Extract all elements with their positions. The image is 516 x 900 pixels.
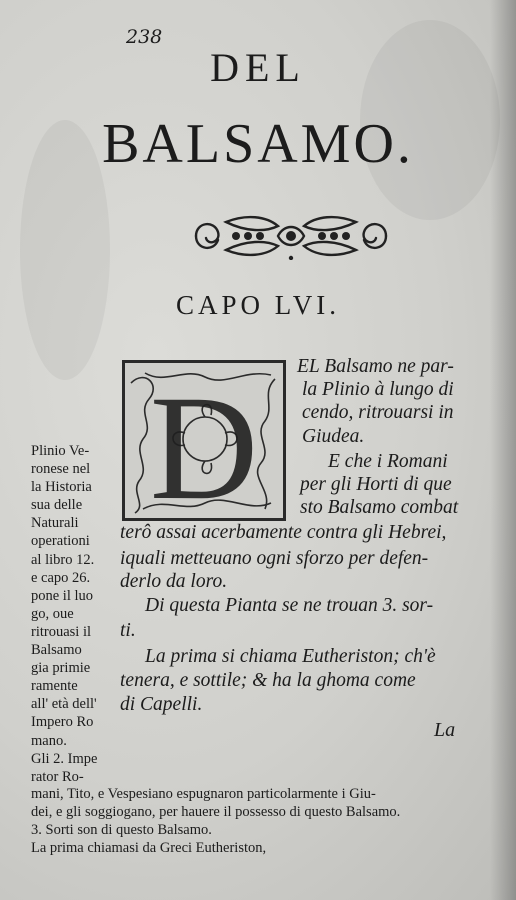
side-note-line: pone il luo [31,587,94,604]
side-note-line: e capo 26. [31,569,91,586]
ornament-svg [186,212,396,260]
title-line-2: BALSAMO. [102,113,414,175]
text-line-12: ti. [120,620,136,641]
title-line-1: DEL [210,45,306,90]
text-line-15: di Capelli. [120,694,203,715]
side-note-line: go, oue [31,605,74,622]
side-note-line: Plinio Ve- [31,443,90,459]
text-line-11: Di questa Pianta se ne trouan 3. sor- [145,595,434,616]
side-note [31,442,97,786]
text-line-9: iquali metteuano ogni sforzo per defen- [120,548,429,569]
side-note-line: sua delle [31,497,83,514]
side-note-line: al libro 12. [31,551,95,568]
side-note-line: rator Ro- [31,768,84,785]
footnote-line-3: 3. Sorti son di questo Balsamo. [31,822,212,838]
footnote-line-4: La prima chiamasi da Greci Eutheriston, [31,840,267,856]
text-line-14: tenera, e sottile; & ha la ghoma come [120,670,416,691]
side-note-line: ritrouasi il [31,623,92,640]
text-line-5: E che i Romani [328,451,448,472]
text-line-2: la Plinio à lungo di [302,379,454,400]
side-note-line: ramente [31,678,78,695]
page-number: 238 [126,26,163,48]
text-line-6: per gli Horti di que [300,474,452,495]
side-note-line: ronese nel [31,461,91,478]
text-line-3: cendo, ritrouarsi in [302,402,454,423]
ornament-flourish [186,212,396,264]
side-note-line: gia primie [31,660,91,677]
side-note-line: all' età dell' [31,696,97,713]
footnote-line-1: mani, Tito, e Vespesiano espugnaron particolarmente i Giu- [31,786,376,802]
drop-cap-floral-icon [125,363,283,518]
drop-cap-letter: D [149,365,259,518]
side-note-line: Gli 2. Impe [31,750,98,767]
side-note-line: la Historia [31,479,92,496]
side-note-line: Impero Ro [31,714,94,731]
catchword: La [434,719,456,741]
chapter-heading: CAPO LVI. [175,290,341,320]
text-line-1: EL Balsamo ne par- [297,356,454,377]
text-line-13: La prima si chiama Eutheriston; ch'è [145,646,436,667]
side-note-line: mano. [31,732,67,749]
footnote-line-2: dei, e gli soggiogano, per hauere il possesso di questo Balsamo. [31,804,401,820]
text-line-4: Giudea. [302,426,365,447]
side-note-line: Balsamo [31,642,82,659]
side-note-line: operationi [31,533,90,550]
text-line-7: sto Balsamo combat [300,497,459,518]
drop-cap [122,360,286,521]
text-line-8: terô assai acerbamente contra gli Hebrei, [120,522,447,543]
side-note-line: Naturali [31,515,79,532]
text-line-10: derlo da loro. [120,571,228,592]
